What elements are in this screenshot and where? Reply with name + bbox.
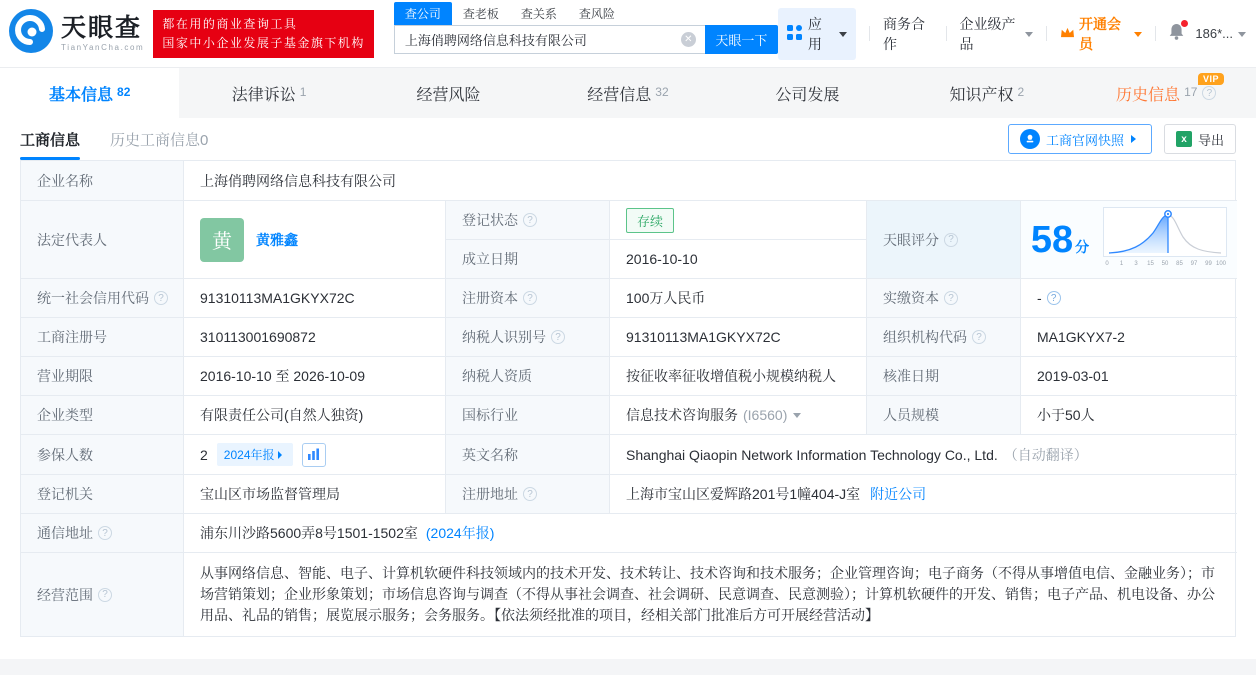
label-business-scope: 经营范围 ? <box>21 553 184 636</box>
tab-legal-proceedings[interactable]: 法律诉讼 1 <box>231 85 307 104</box>
help-icon[interactable] <box>523 487 537 501</box>
subtab-business-registration[interactable]: 工商信息 <box>20 118 80 160</box>
tab-intellectual-property[interactable]: 知识产权 2 <box>949 85 1025 104</box>
label-mailing-address: 通信地址 ? <box>21 514 184 553</box>
divider <box>946 26 947 41</box>
tab-history-info[interactable]: VIP 历史信息 17 ? <box>1077 68 1256 118</box>
nav-business-cooperation[interactable]: 商务合作 <box>883 15 925 52</box>
official-snapshot-button[interactable]: 工商官网快照 <box>1008 124 1152 154</box>
main-tabbar <box>0 68 1256 118</box>
vip-badge: VIP <box>1198 73 1224 85</box>
subtab-history-registration[interactable]: 历史工商信息0 <box>110 131 209 149</box>
chevron-down-icon <box>839 32 847 41</box>
value-approval-date: 2019-03-01 <box>1021 357 1237 396</box>
label-taxpayer-quality: 纳税人资质 <box>446 357 610 396</box>
label-industry: 国标行业 <box>446 396 610 435</box>
label-approval-date: 核准日期 <box>867 357 1021 396</box>
label-paid-capital: 实缴资本 ? <box>867 279 1021 318</box>
status-badge: 存续 <box>626 208 674 233</box>
toolbar <box>1008 124 1236 154</box>
help-icon[interactable] <box>972 330 986 344</box>
value-organization-code: MA1GKYX7-2 <box>1021 318 1237 357</box>
label-taxpayer-id: 纳税人识别号 ? <box>446 318 610 357</box>
apps-grid-icon <box>787 25 802 43</box>
help-icon[interactable] <box>1202 86 1216 100</box>
help-icon[interactable] <box>523 213 537 227</box>
label-business-term: 营业期限 <box>21 357 184 396</box>
nav-open-vip[interactable]: 开通会员 <box>1060 14 1142 54</box>
brand-domain: TianYanCha.com <box>61 42 145 52</box>
notification-bell-icon[interactable] <box>1168 23 1185 44</box>
svg-text:3: 3 <box>1134 261 1138 267</box>
svg-text:50: 50 <box>1161 261 1169 267</box>
notification-dot <box>1181 20 1188 27</box>
footer-strip <box>0 659 1256 675</box>
legal-representative-link[interactable]: 黄雅鑫 <box>256 231 298 248</box>
tab-business-risk[interactable]: 经营风险 <box>416 86 481 104</box>
search-tab-relation[interactable]: 查关系 <box>520 7 557 21</box>
divider <box>1046 26 1047 41</box>
label-organization-code: 组织机构代码 ? <box>867 318 1021 357</box>
search-input[interactable] <box>394 25 705 54</box>
value-industry: 信息技术咨询服务 (I6560) <box>610 396 867 435</box>
help-icon[interactable] <box>944 233 958 247</box>
search-area <box>394 0 778 54</box>
label-registration-status: 登记状态 ? <box>446 201 610 240</box>
divider <box>1155 26 1156 41</box>
svg-text:15: 15 <box>1147 261 1154 267</box>
label-establish-date: 成立日期 <box>446 240 610 279</box>
label-credit-code: 统一社会信用代码 ? <box>21 279 184 318</box>
chevron-down-icon <box>1025 32 1033 41</box>
help-icon[interactable] <box>551 330 565 344</box>
header <box>0 0 1256 68</box>
tab-basic-info[interactable]: 基本信息 82 <box>0 68 179 118</box>
help-icon[interactable] <box>98 588 112 602</box>
brand-name: 天眼查 <box>61 13 143 42</box>
apps-menu[interactable] <box>778 8 856 60</box>
tab-company-development[interactable]: 公司发展 <box>775 86 840 104</box>
score-unit: 分 <box>1075 238 1090 255</box>
value-registration-number: 310113001690872 <box>184 318 446 357</box>
value-business-scope: 从事网络信息、智能、电子、计算机软硬件科技领域内的技术开发、技术转让、技术咨询和技术服务；企业管理咨询；电子商务（不得从事增值电信、金融业务）；市场营销策划；企业形象策划；市场信息咨询与调查（不得从事社会调查、社会调研、民意调查、民意测验）；计算机软硬件的开发、销售；电子产品、机电设备、办公用品、礼品的销售；展览展示服务；会务服务。【依法须经批准的项目，经相关部门批准后方可开展经营活动】 <box>200 565 1215 623</box>
chevron-down-icon <box>1238 32 1246 41</box>
label-registered-address: 注册地址 ? <box>446 475 610 514</box>
annual-report-badge[interactable]: 2024年报 <box>217 443 293 466</box>
tab-count: 1 <box>299 85 307 99</box>
industry-code: (I6560) <box>743 407 788 423</box>
search-tab-risk[interactable]: 查风险 <box>578 7 615 21</box>
svg-text:1: 1 <box>1119 261 1124 267</box>
help-icon[interactable] <box>154 291 168 305</box>
value-paid-capital: - ? <box>1021 279 1237 318</box>
value-company-name: 上海俏聘网络信息科技有限公司 <box>184 161 1237 201</box>
svg-text:0: 0 <box>1105 261 1109 267</box>
value-business-term: 2016-10-10 至 2026-10-09 <box>184 357 446 396</box>
tab-business-info[interactable]: 经营信息 32 <box>587 85 669 104</box>
avatar[interactable]: 黄 <box>200 218 244 262</box>
label-company-type: 企业类型 <box>21 396 184 435</box>
label-tianyan-score: 天眼评分 ? <box>867 201 1021 279</box>
logo-eye-icon <box>8 8 54 59</box>
business-info-table <box>20 160 1236 637</box>
label-company-name: 企业名称 <box>21 161 184 201</box>
score-curve-chart <box>1103 207 1227 272</box>
value-taxpayer-quality: 按征收率征收增值税小规模纳税人 <box>610 357 867 396</box>
value-staff-size: 小于50人 <box>1021 396 1237 435</box>
subtab-row <box>0 118 1256 160</box>
annual-report-link[interactable]: (2024年报) <box>425 525 495 541</box>
label-staff-size: 人员规模 <box>867 396 1021 435</box>
search-button[interactable]: 天眼一下 <box>705 25 778 54</box>
trend-chart-icon[interactable] <box>302 443 326 467</box>
chevron-down-icon <box>1134 32 1142 41</box>
crown-icon <box>1060 26 1075 42</box>
search-tabs <box>394 4 778 25</box>
value-legal-representative <box>184 201 446 279</box>
value-taxpayer-id: 91310113MA1GKYX72C <box>610 318 867 357</box>
tab-count: 82 <box>117 85 131 99</box>
value-establish-date: 2016-10-10 <box>610 240 867 279</box>
value-mailing-address: 浦东川沙路5600弄8号1501-1502室 (2024年报) <box>184 514 1237 553</box>
value-english-name: Shanghai Qiaopin Network Information Technology Co., Ltd. （自动翻译） <box>610 435 1237 475</box>
user-account[interactable]: 186*... <box>1195 26 1246 41</box>
caret-right-icon <box>1131 135 1140 143</box>
value-registered-capital: 100万人民币 <box>610 279 867 318</box>
tab-count: 17 <box>1184 85 1198 99</box>
top-nav <box>778 8 1246 60</box>
tab-count: 2 <box>1017 85 1025 99</box>
value-company-type: 有限责任公司(自然人独资) <box>184 396 446 435</box>
value-insured-count: 2 2024年报 <box>184 435 446 475</box>
label-insured-count: 参保人数 <box>21 435 184 475</box>
nearby-companies-link[interactable]: 附近公司 <box>870 486 927 502</box>
value-credit-code: 91310113MA1GKYX72C <box>184 279 446 318</box>
value-tianyan-score <box>1021 201 1237 279</box>
help-icon[interactable] <box>98 526 112 540</box>
apps-label: 应用 <box>807 15 822 52</box>
tab-count: 32 <box>655 85 669 99</box>
divider <box>869 26 870 41</box>
chevron-down-icon[interactable] <box>793 413 801 422</box>
clear-icon[interactable]: ✕ <box>681 32 696 47</box>
nav-enterprise-products[interactable]: 企业级产品 <box>960 14 1034 54</box>
stamp-icon <box>1020 129 1040 149</box>
value-registration-status <box>610 201 867 240</box>
label-registered-capital: 注册资本 ? <box>446 279 610 318</box>
help-icon[interactable] <box>944 291 958 305</box>
excel-icon: x <box>1176 131 1192 147</box>
search-tab-company[interactable]: 查公司 <box>394 2 452 25</box>
export-button[interactable]: x 导出 <box>1164 124 1236 154</box>
auto-translate-note: （自动翻译） <box>1003 446 1088 463</box>
value-registered-address: 上海市宝山区爱辉路201号1幢404-J室 附近公司 <box>610 475 1237 514</box>
label-english-name: 英文名称 <box>446 435 610 475</box>
tianyancha-logo[interactable] <box>8 8 144 59</box>
brand-slogan: 都在用的商业查询工具 国家中小企业发展子基金旗下机构 <box>153 10 374 58</box>
search-tab-boss[interactable]: 查老板 <box>462 7 499 21</box>
help-icon[interactable] <box>523 291 537 305</box>
svg-text:99: 99 <box>1205 261 1212 267</box>
caret-right-icon <box>278 451 286 459</box>
svg-text:85: 85 <box>1176 261 1183 267</box>
label-registration-number: 工商注册号 <box>21 318 184 357</box>
help-icon[interactable] <box>1047 291 1061 305</box>
svg-text:100: 100 <box>1216 261 1227 267</box>
label-legal-representative: 法定代表人 <box>21 201 184 279</box>
label-registration-authority: 登记机关 <box>21 475 184 514</box>
value-registration-authority: 宝山区市场监督管理局 <box>184 475 446 514</box>
svg-text:97: 97 <box>1190 261 1198 267</box>
score-number: 58 <box>1030 218 1074 261</box>
